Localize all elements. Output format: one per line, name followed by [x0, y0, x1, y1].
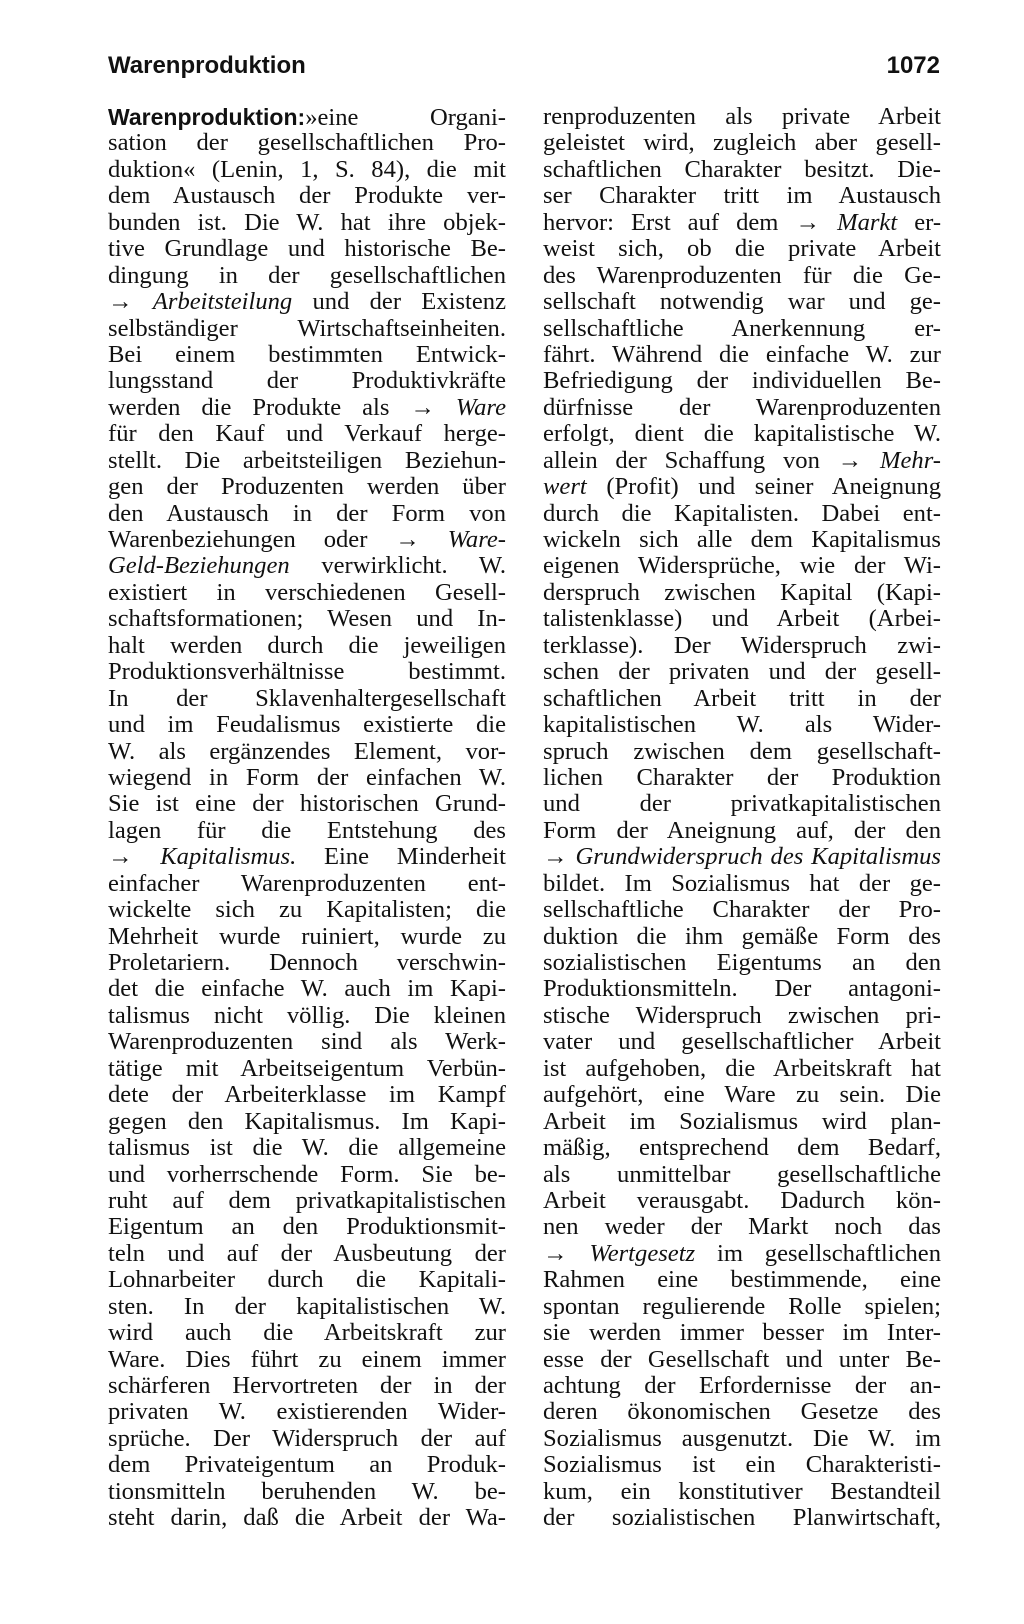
text-line: [543, 765, 941, 791]
text-line: [108, 924, 506, 950]
text-run: achtung der Erfordernisse der an-: [543, 1372, 941, 1399]
text-run: (Profit) und seiner Aneignung: [586, 473, 941, 501]
text-run: sellschaft notwendig war und ge-: [543, 288, 941, 316]
text-run: aufgehört, eine Ware zu sein. Die: [543, 1081, 941, 1109]
text-run: dürfnisse der Warenproduzenten: [543, 393, 941, 421]
text-line: [108, 183, 506, 209]
text-line: [543, 897, 941, 923]
text-line: [543, 633, 941, 659]
text-line: [108, 474, 506, 500]
text-line: [108, 739, 506, 765]
text-run: eigenen Widersprüche, wie der Wi-: [543, 552, 941, 580]
text-line: [108, 580, 506, 606]
text-line: [108, 395, 506, 421]
text-line: [543, 659, 941, 685]
text-run: dem Privateigentum an Produk-: [108, 1451, 506, 1479]
text-run: dete der Arbeiterklasse im Kampf: [108, 1081, 506, 1109]
text-run: bunden ist. Die W. hat ihre objek-: [108, 208, 506, 236]
text-line: [543, 1373, 941, 1399]
text-run: »eine Organi-: [305, 104, 506, 131]
text-line: [108, 1347, 506, 1373]
text-line: [108, 553, 506, 579]
text-run: nen weder der Markt noch das: [543, 1213, 941, 1241]
text-line: [108, 950, 506, 976]
text-line: [543, 553, 941, 579]
text-line: [543, 342, 941, 368]
text-line: [543, 474, 941, 500]
text-line: [108, 1320, 506, 1346]
text-run: esse der Gesellschaft und unter Be-: [543, 1345, 941, 1373]
text-line: [108, 1505, 506, 1531]
text-line: [108, 1003, 506, 1029]
text-run: allein der Schaffung von →: [543, 446, 881, 474]
text-run: →: [108, 843, 161, 871]
text-run: wickeln sich alle dem Kapitalismus: [543, 526, 941, 553]
cross-reference: Kapitalismus.: [160, 843, 297, 871]
text-run: →: [108, 288, 153, 316]
text-line: [108, 368, 506, 394]
text-line: [543, 501, 941, 527]
text-run: Eigentum an den Produktionsmit-: [108, 1213, 506, 1241]
text-run: sten. In der kapitalistischen W.: [108, 1292, 506, 1320]
text-run: Rahmen eine bestimmende, eine: [543, 1266, 941, 1294]
text-line: [543, 1135, 941, 1161]
text-run: werden die Produkte als →: [108, 393, 456, 421]
text-run: deren ökonomischen Gesetze des: [543, 1398, 941, 1426]
text-line: [543, 1029, 941, 1055]
text-line: [108, 712, 506, 738]
text-line: [108, 263, 506, 289]
text-line: [108, 236, 506, 262]
text-line: [108, 448, 506, 474]
entry-headword: Warenproduktion:: [108, 104, 306, 130]
text-line: [543, 871, 941, 897]
text-run: wiegend in Form der einfachen W.: [108, 763, 506, 791]
text-line: [108, 210, 506, 236]
text-line: [108, 1479, 506, 1505]
text-run: und im Feudalismus existierte die: [108, 711, 506, 739]
cross-reference: Mehr-: [880, 446, 941, 474]
text-run: →: [543, 1239, 590, 1267]
text-line: [108, 501, 506, 527]
text-line: [543, 183, 941, 209]
page-number: 1072: [886, 52, 940, 79]
text-line: [108, 1399, 506, 1425]
text-run: weist sich, ob die private Arbeit: [543, 235, 941, 263]
text-run: talismus nicht völlig. Die kleinen: [108, 1001, 506, 1029]
cross-reference: Wertgesetz: [589, 1239, 696, 1267]
text-run: lichen Charakter der Produktion: [543, 763, 941, 791]
text-run: lagen für die Entstehung des: [108, 816, 506, 844]
left-column: [108, 104, 506, 1532]
running-head: Warenproduktion: [108, 52, 306, 79]
text-line: [543, 316, 941, 342]
text-line: [543, 368, 941, 394]
text-line: [108, 1109, 506, 1135]
text-line: [108, 871, 506, 897]
cross-reference: Geld-Beziehungen: [108, 552, 290, 580]
text-run: gen der Produzenten werden über: [108, 473, 506, 501]
text-run: renproduzenten als private Arbeit: [543, 103, 941, 130]
text-line: [108, 1214, 506, 1240]
text-line: [108, 818, 506, 844]
text-run: existiert in verschiedenen Gesell-: [108, 578, 506, 606]
text-line: [543, 527, 941, 553]
text-run: terklasse). Der Widerspruch zwi-: [543, 631, 941, 659]
text-line: [108, 421, 506, 447]
text-run: Produktionsverhältnisse bestimmt.: [108, 658, 506, 686]
text-line: [108, 130, 506, 156]
text-line: [543, 289, 941, 315]
text-run: dem Austausch der Produkte ver-: [108, 182, 506, 210]
text-run: fährt. Während die einfache W. zur: [543, 340, 941, 368]
text-run: im gesellschaftlichen: [695, 1239, 941, 1267]
text-run: →: [543, 843, 576, 871]
text-run: Lohnarbeiter durch die Kapitali-: [108, 1266, 506, 1294]
text-run: und vorherrschende Form. Sie be-: [108, 1160, 506, 1188]
text-line: [108, 686, 506, 712]
text-line: [543, 1003, 941, 1029]
text-run: verwirklicht. W.: [289, 552, 506, 580]
text-line: [543, 395, 941, 421]
text-run: teln und auf der Ausbeutung der: [108, 1239, 506, 1267]
text-run: sie werden immer besser im Inter-: [543, 1319, 941, 1347]
text-line: [543, 1162, 941, 1188]
text-line: [543, 1188, 941, 1214]
cross-reference: Ware-: [447, 526, 506, 553]
text-run: geleistet wird, zugleich aber gesell-: [543, 129, 941, 157]
text-run: gegen den Kapitalismus. Im Kapi-: [108, 1107, 506, 1135]
text-run: einfacher Warenproduzenten ent-: [108, 869, 506, 897]
text-run: tätige mit Arbeitseigentum Verbün-: [108, 1054, 506, 1082]
text-run: Produktionsmitteln. Der antagoni-: [543, 975, 941, 1003]
text-run: erfolgt, dient die kapitalistische W.: [543, 420, 941, 448]
cross-reference: Ware: [455, 393, 506, 421]
text-run: kapitalistischen W. als Wider-: [543, 711, 941, 739]
text-line: [543, 1214, 941, 1240]
text-line: [543, 1241, 941, 1267]
text-line: [543, 1399, 941, 1425]
text-run: des Warenproduzenten für die Ge-: [543, 261, 941, 289]
text-run: duktion« (Lenin, 1, S. 84), die mit: [108, 155, 506, 183]
text-line: [108, 1294, 506, 1320]
text-run: wird auch die Arbeitskraft zur: [108, 1319, 506, 1347]
text-run: Form der Aneignung auf, der den: [543, 816, 941, 844]
cross-reference: wert: [543, 473, 587, 501]
text-run: und der Existenz: [292, 288, 506, 316]
text-line: [108, 1426, 506, 1452]
text-run: W. als ergänzendes Element, vor-: [108, 737, 506, 765]
text-run: tive Grundlage und historische Be-: [108, 235, 506, 263]
text-line: [108, 1373, 506, 1399]
text-run: hervor: Erst auf dem →: [543, 208, 838, 236]
text-run: ruht auf dem privatkapitalistischen: [108, 1186, 506, 1214]
text-line: [543, 1056, 941, 1082]
text-line: [108, 606, 506, 632]
text-run: Warenbeziehungen oder →: [108, 526, 448, 553]
text-line: [108, 342, 506, 368]
cross-reference: Markt: [837, 208, 898, 236]
text-run: schaftlichen Charakter besitzt. Die-: [543, 155, 941, 183]
text-run: Mehrheit wurde ruiniert, wurde zu: [108, 922, 506, 950]
text-line: [108, 157, 506, 183]
text-run: Ware. Dies führt zu einem immer: [108, 1345, 506, 1373]
text-run: durch die Kapitalisten. Dabei ent-: [543, 499, 941, 527]
text-run: schaftsformationen; Wesen und In-: [108, 605, 506, 633]
text-line: [108, 1029, 506, 1055]
text-line: [543, 1426, 941, 1452]
text-run: Eine Minderheit: [296, 843, 506, 871]
text-line: [543, 157, 941, 183]
text-run: mäßig, entsprechend dem Bedarf,: [543, 1134, 941, 1162]
text-line: [108, 765, 506, 791]
text-line: [108, 976, 506, 1002]
text-line: [543, 130, 941, 156]
text-line: [108, 289, 506, 315]
text-line: [108, 1162, 506, 1188]
text-line: [543, 1452, 941, 1478]
text-run: schaftlichen Arbeit tritt in der: [543, 684, 941, 712]
text-run: lungsstand der Produktivkräfte: [108, 367, 506, 395]
text-line: [543, 1320, 941, 1346]
text-run: für den Kauf und Verkauf herge-: [108, 420, 506, 448]
text-line: [108, 104, 506, 130]
text-run: Bei einem bestimmten Entwick-: [108, 340, 506, 368]
text-line: [543, 1505, 941, 1531]
text-run: steht darin, daß die Arbeit der Wa-: [108, 1504, 506, 1532]
text-run: Sozialismus ausgenutzt. Die W. im: [543, 1424, 941, 1452]
text-line: [543, 1479, 941, 1505]
text-line: [543, 924, 941, 950]
text-line: [543, 1347, 941, 1373]
cross-reference: Arbeitsteilung: [152, 288, 293, 316]
text-line: [108, 1241, 506, 1267]
text-run: det die einfache W. auch im Kapi-: [108, 975, 506, 1003]
text-run: schen der privaten und der gesell-: [543, 658, 941, 686]
text-line: [543, 976, 941, 1002]
text-run: talistenklasse) und Arbeit (Arbei-: [543, 605, 941, 633]
text-line: [543, 1082, 941, 1108]
text-line: [543, 739, 941, 765]
text-run: Warenproduzenten sind als Werk-: [108, 1028, 506, 1056]
text-line: [543, 263, 941, 289]
cross-reference: Grundwiderspruch des Kapitalismus: [575, 843, 941, 871]
text-line: [543, 580, 941, 606]
text-line: [108, 844, 506, 870]
text-run: Befriedigung der individuellen Be-: [543, 367, 941, 395]
text-run: spruch zwischen dem gesellschaft-: [543, 737, 941, 765]
text-line: [108, 791, 506, 817]
text-run: wickelte sich zu Kapitalisten; die: [108, 896, 506, 924]
text-run: stellt. Die arbeitsteiligen Beziehun-: [108, 446, 506, 474]
text-run: sellschaftliche Charakter der Pro-: [543, 896, 941, 924]
text-run: Arbeit verausgabt. Dadurch kön-: [543, 1186, 941, 1214]
text-run: den Austausch in der Form von: [108, 499, 506, 527]
text-line: [543, 818, 941, 844]
text-run: ist aufgehoben, die Arbeitskraft hat: [543, 1054, 941, 1082]
text-line: [108, 316, 506, 342]
text-line: [543, 686, 941, 712]
text-line: [543, 950, 941, 976]
text-run: tionsmitteln beruhenden W. be-: [108, 1477, 506, 1505]
text-line: [543, 1294, 941, 1320]
page-header: [108, 52, 940, 88]
text-run: sellschaftliche Anerkennung er-: [543, 314, 941, 342]
text-line: [108, 659, 506, 685]
text-line: [108, 1135, 506, 1161]
text-run: vater und gesellschaftlicher Arbeit: [543, 1028, 941, 1056]
text-run: Sozialismus ist ein Charakteristi-: [543, 1451, 941, 1479]
text-line: [108, 1267, 506, 1293]
text-line: [108, 1452, 506, 1478]
text-run: duktion die ihm gemäße Form des: [543, 922, 941, 950]
text-run: selbständiger Wirtschaftseinheiten.: [108, 314, 506, 342]
text-line: [543, 421, 941, 447]
text-line: [543, 448, 941, 474]
text-run: sprüche. Der Widerspruch der auf: [108, 1424, 506, 1452]
text-line: [108, 1056, 506, 1082]
text-run: Proletariern. Dennoch verschwin-: [108, 949, 506, 976]
text-run: privaten W. existierenden Wider-: [108, 1398, 506, 1426]
text-line: [543, 712, 941, 738]
text-run: als unmittelbar gesellschaftliche: [543, 1160, 941, 1188]
right-column: [543, 104, 941, 1532]
text-run: bildet. Im Sozialismus hat der ge-: [543, 869, 941, 897]
text-run: Sie ist eine der historischen Grund-: [108, 790, 506, 818]
text-line: [108, 1082, 506, 1108]
text-line: [543, 236, 941, 262]
text-run: und der privatkapitalistischen: [543, 790, 941, 818]
text-line: [108, 1188, 506, 1214]
text-run: derspruch zwischen Kapital (Kapi-: [543, 578, 941, 606]
text-line: [108, 897, 506, 923]
text-line: [543, 791, 941, 817]
text-run: der sozialistischen Planwirtschaft,: [543, 1504, 941, 1532]
text-line: [543, 1109, 941, 1135]
text-line: [108, 527, 506, 553]
text-run: Arbeit im Sozialismus wird plan-: [543, 1107, 941, 1135]
text-line: [543, 1267, 941, 1293]
text-run: sation der gesellschaftlichen Pro-: [108, 129, 506, 157]
text-line: [543, 210, 941, 236]
text-run: In der Sklavenhaltergesellschaft: [108, 684, 506, 712]
text-run: er-: [897, 208, 942, 236]
text-run: stische Widerspruch zwischen pri-: [543, 1001, 941, 1029]
text-run: ser Charakter tritt im Austausch: [543, 182, 941, 210]
text-line: [543, 606, 941, 632]
text-run: sozialistischen Eigentums an den: [543, 949, 941, 976]
text-run: talismus ist die W. die allgemeine: [108, 1134, 506, 1162]
text-run: spontan regulierende Rolle spielen;: [543, 1292, 941, 1320]
text-line: [543, 844, 941, 870]
text-run: schärferen Hervortreten der in der: [108, 1372, 506, 1399]
text-run: kum, ein konstitutiver Bestandteil: [543, 1477, 941, 1505]
text-run: halt werden durch die jeweiligen: [108, 631, 506, 659]
text-run: dingung in der gesellschaftlichen: [108, 261, 506, 289]
text-line: [543, 104, 941, 130]
text-line: [108, 633, 506, 659]
